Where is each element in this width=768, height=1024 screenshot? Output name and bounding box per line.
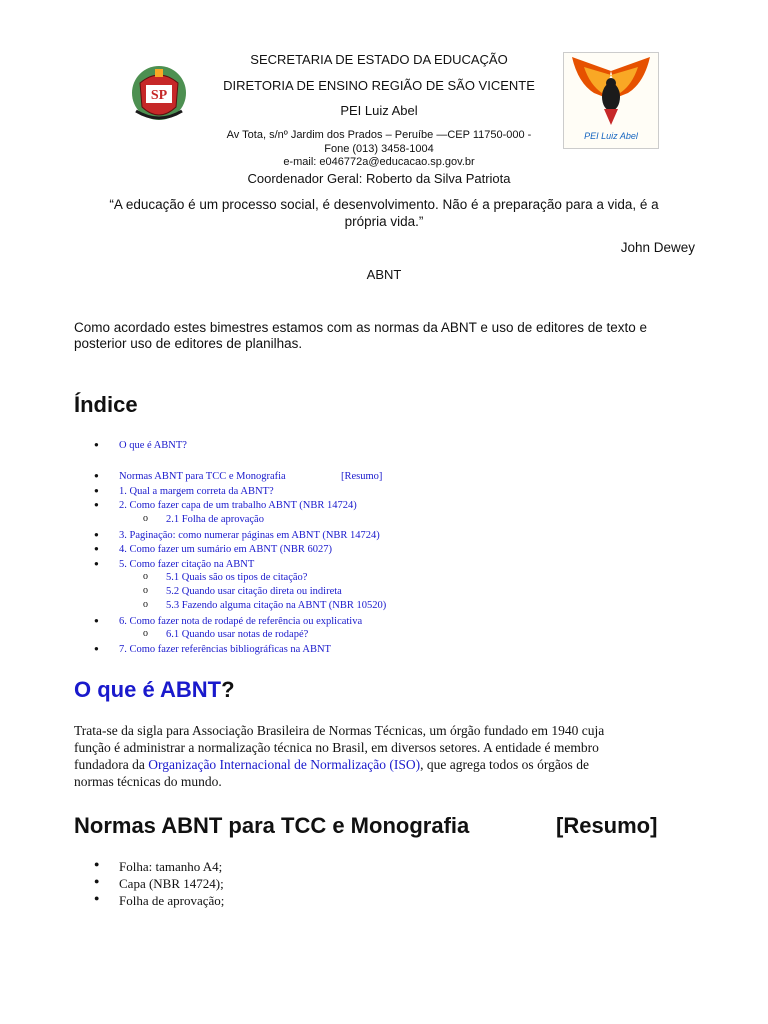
bullet-icon: ● (94, 544, 99, 553)
section-heading-tcc-resumo: [Resumo] (556, 813, 658, 838)
header-address: Av Tota, s/nº Jardim dos Prados – Peruíbe —CEP 11750-000 - (226, 129, 532, 141)
header-phone: Fone (013) 3458-1004 (324, 143, 434, 155)
circle-bullet-icon: o (143, 628, 148, 639)
index-heading: Índice (74, 392, 138, 417)
quote-line-1: “A educação é um processo social, é desenvolvimento. Não é a preparação para a vida, é a (109, 197, 659, 212)
header-email: e-mail: e046772a@educacao.sp.gov.br (283, 156, 475, 168)
bullet-icon: ● (94, 644, 99, 653)
header-coordinator: Coordenador Geral: Roberto da Silva Patriota (247, 171, 511, 186)
bullet-icon: ● (94, 876, 100, 886)
section-heading-abnt-link[interactable]: O que é ABNT (74, 677, 222, 702)
right-logo-text: PEI Luiz Abel (584, 131, 638, 141)
section-heading-abnt: O que é ABNT? (74, 677, 235, 702)
bullet-icon: ● (94, 530, 99, 539)
bullet-icon: ● (94, 500, 99, 509)
header-line-school: PEI Luiz Abel (340, 103, 418, 118)
intro-line-2: posterior uso de editores de planilhas. (74, 336, 303, 351)
iso-link[interactable]: Organização Internacional de Normalização (ISO) (148, 757, 421, 772)
circle-bullet-icon: o (143, 585, 148, 596)
header-line-secretaria: SECRETARIA DE ESTADO DA EDUCAÇÃO (250, 52, 508, 67)
bullet-icon: ● (94, 893, 100, 903)
intro-line-1: Como acordado estes bimestres estamos com as normas da ABNT e uso de editores de texto e (74, 320, 648, 335)
quote-author: John Dewey (620, 240, 695, 255)
bullet-icon: ● (94, 616, 99, 625)
bullet-icon: ● (94, 471, 99, 480)
bullet-icon: ● (94, 559, 99, 568)
bullet-icon: ● (94, 440, 99, 449)
toc-resumo-link[interactable]: [Resumo] (341, 471, 383, 482)
circle-bullet-icon: o (143, 599, 148, 610)
circle-bullet-icon: o (143, 571, 148, 582)
section-heading-tcc: Normas ABNT para TCC e Monografia (74, 813, 470, 838)
bullet-icon: ● (94, 486, 99, 495)
bullet-icon: ● (94, 859, 100, 869)
left-logo-text: SP (150, 88, 168, 103)
document-title: ABNT (366, 267, 402, 282)
circle-bullet-icon: o (143, 513, 148, 524)
header-line-diretoria: DIRETORIA DE ENSINO REGIÃO DE SÃO VICENTE (223, 78, 535, 93)
quote-line-2: própria vida.” (344, 214, 424, 229)
abnt-paragraph: Trata-se da sigla para Associação Brasileira de Normas Técnicas, um órgão fundado em 1940 cuja função é administrar a normalização técnica no Brasil, em diversos setores. A entidade é membro fundadora da Organização Internacional de Normalização (ISO), que agrega todos os órgãos de normas técnicas do mundo. (74, 723, 605, 789)
